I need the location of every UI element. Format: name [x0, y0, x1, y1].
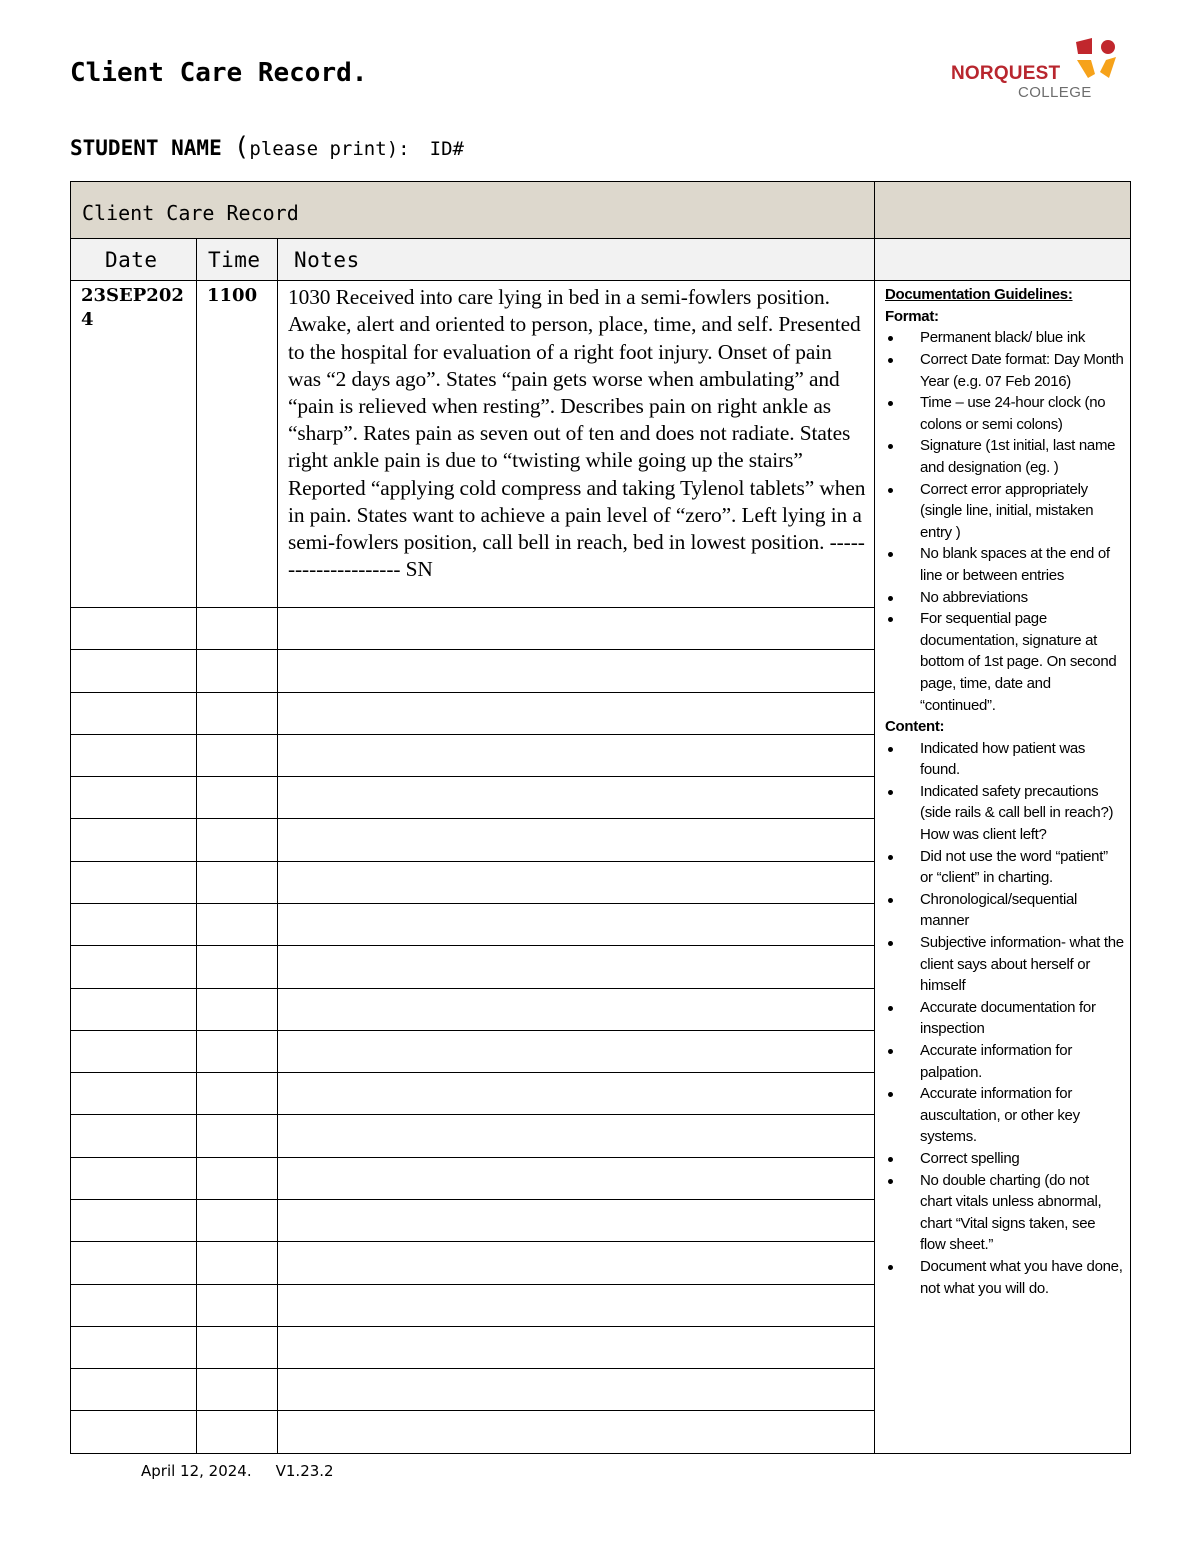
- blank-date-cell[interactable]: [71, 1242, 197, 1284]
- entry-time[interactable]: 1100: [197, 281, 278, 608]
- blank-date-cell[interactable]: [71, 650, 197, 692]
- table-title-row: [71, 182, 1131, 239]
- format-list: [885, 327, 1124, 716]
- format-item: Time – use 24-hour clock (no colons or semi colons): [885, 392, 1124, 435]
- format-item: Correct error appropriately (single line, initial, mistaken entry ): [885, 479, 1124, 544]
- content-item: Subjective information- what the client says about herself or himself: [885, 932, 1124, 997]
- blank-time-cell[interactable]: [197, 1200, 278, 1242]
- content-item: Indicated safety precautions (side rails & call bell in reach?) How was client left?: [885, 781, 1124, 846]
- blank-date-cell[interactable]: [71, 1411, 197, 1454]
- paren-open: (: [233, 132, 250, 162]
- blank-notes-cell[interactable]: [278, 777, 875, 819]
- blank-date-cell[interactable]: [71, 1073, 197, 1115]
- blank-time-cell[interactable]: [197, 1030, 278, 1072]
- blank-notes-cell[interactable]: [278, 692, 875, 734]
- table-title: Client Care Record: [71, 182, 875, 239]
- format-item: Permanent black/ blue ink: [885, 327, 1124, 349]
- blank-notes-cell[interactable]: [278, 1157, 875, 1199]
- footer-date: April 12, 2024.: [141, 1462, 252, 1480]
- content-item: Accurate information for auscultation, or other key systems.: [885, 1083, 1124, 1148]
- column-header-time: Time: [197, 239, 278, 281]
- content-item: Did not use the word “patient” or “client” in charting.: [885, 846, 1124, 889]
- blank-time-cell[interactable]: [197, 608, 278, 650]
- blank-time-cell[interactable]: [197, 1284, 278, 1326]
- student-name-line: [70, 132, 464, 162]
- guidelines-heading: Documentation Guidelines:: [885, 286, 1073, 304]
- entry-notes[interactable]: 1030 Received into care lying in bed in a semi-fowlers position. Awake, alert and oriented to person, place, time, and self. Presented to the hospital for evaluation of a right foot injury. Onset of pain was “2 days ago”. States “pain gets worse when ambulating” and “pain is relieved when resting”. Describes pain on right ankle as “sharp”. Rates pain as seven out of ten and does not radiate. States right ankle pain is due to “twisting while going up the stairs” Reported “applying cold compress and taking Tylenol tablets” when in pain. States want to achieve a pain level of “zero”. Left lying in a semi-fowlers position, call bell in reach, bed in lowest position. --------------------- SN: [278, 281, 875, 608]
- blank-date-cell[interactable]: [71, 777, 197, 819]
- entry-date[interactable]: 23SEP2024: [71, 281, 197, 608]
- content-item: Chronological/sequential manner: [885, 889, 1124, 932]
- format-item: For sequential page documentation, signature at bottom of 1st page. On second page, time, date and “continued”.: [885, 608, 1124, 716]
- blank-notes-cell[interactable]: [278, 1284, 875, 1326]
- please-print-hint: please print):: [249, 138, 410, 160]
- blank-date-cell[interactable]: [71, 988, 197, 1030]
- blank-time-cell[interactable]: [197, 946, 278, 988]
- blank-notes-cell[interactable]: [278, 1115, 875, 1157]
- blank-time-cell[interactable]: [197, 988, 278, 1030]
- footer: [141, 1462, 334, 1480]
- content-item: Indicated how patient was found.: [885, 738, 1124, 781]
- blank-date-cell[interactable]: [71, 1157, 197, 1199]
- blank-time-cell[interactable]: [197, 819, 278, 861]
- blank-time-cell[interactable]: [197, 692, 278, 734]
- column-header-date: Date: [71, 239, 197, 281]
- college-logo: [948, 38, 1123, 104]
- blank-date-cell[interactable]: [71, 1030, 197, 1072]
- column-header-notes: Notes: [278, 239, 875, 281]
- blank-date-cell[interactable]: [71, 1284, 197, 1326]
- blank-notes-cell[interactable]: [278, 1369, 875, 1411]
- blank-date-cell[interactable]: [71, 1200, 197, 1242]
- blank-time-cell[interactable]: [197, 1115, 278, 1157]
- column-header-side-cell: [875, 239, 1131, 281]
- table-title-side-cell: [875, 182, 1131, 239]
- blank-time-cell[interactable]: [197, 777, 278, 819]
- blank-time-cell[interactable]: [197, 904, 278, 946]
- blank-notes-cell[interactable]: [278, 1411, 875, 1454]
- page-title: Client Care Record.: [70, 58, 368, 88]
- student-name-label: STUDENT NAME: [70, 136, 222, 160]
- blank-notes-cell[interactable]: [278, 861, 875, 903]
- content-label: Content:: [885, 718, 945, 736]
- blank-notes-cell[interactable]: [278, 1242, 875, 1284]
- blank-date-cell[interactable]: [71, 946, 197, 988]
- blank-notes-cell[interactable]: [278, 1200, 875, 1242]
- content-item: Accurate documentation for inspection: [885, 997, 1124, 1040]
- blank-notes-cell[interactable]: [278, 650, 875, 692]
- blank-notes-cell[interactable]: [278, 1030, 875, 1072]
- logo-mark-icon: [1076, 38, 1118, 84]
- blank-date-cell[interactable]: [71, 1369, 197, 1411]
- blank-notes-cell[interactable]: [278, 988, 875, 1030]
- blank-notes-cell[interactable]: [278, 904, 875, 946]
- blank-time-cell[interactable]: [197, 1369, 278, 1411]
- blank-notes-cell[interactable]: [278, 946, 875, 988]
- blank-date-cell[interactable]: [71, 861, 197, 903]
- blank-notes-cell[interactable]: [278, 1073, 875, 1115]
- blank-date-cell[interactable]: [71, 734, 197, 776]
- format-item: Correct Date format: Day Month Year (e.g. 07 Feb 2016): [885, 349, 1124, 392]
- content-item: Correct spelling: [885, 1148, 1124, 1170]
- format-item: No blank spaces at the end of line or between entries: [885, 543, 1124, 586]
- format-item: No abbreviations: [885, 587, 1124, 609]
- blank-date-cell[interactable]: [71, 692, 197, 734]
- blank-date-cell[interactable]: [71, 819, 197, 861]
- id-label: ID#: [429, 138, 464, 160]
- blank-date-cell[interactable]: [71, 904, 197, 946]
- blank-notes-cell[interactable]: [278, 819, 875, 861]
- blank-notes-cell[interactable]: [278, 1326, 875, 1368]
- blank-time-cell[interactable]: [197, 1073, 278, 1115]
- documentation-guidelines: [875, 281, 1131, 1454]
- blank-time-cell[interactable]: [197, 1157, 278, 1199]
- care-record-table: [70, 181, 1131, 1454]
- format-item: Signature (1st initial, last name and designation (eg. ): [885, 435, 1124, 478]
- content-item: Accurate information for palpation.: [885, 1040, 1124, 1083]
- blank-time-cell[interactable]: [197, 734, 278, 776]
- content-item: Document what you have done, not what you will do.: [885, 1256, 1124, 1299]
- blank-time-cell[interactable]: [197, 1326, 278, 1368]
- format-label: Format:: [885, 307, 939, 325]
- logo-subtitle: COLLEGE: [1018, 84, 1092, 101]
- blank-date-cell[interactable]: [71, 1115, 197, 1157]
- content-item: No double charting (do not chart vitals unless abnormal, chart “Vital signs taken, see flow sheet.”: [885, 1170, 1124, 1256]
- blank-notes-cell[interactable]: [278, 734, 875, 776]
- blank-time-cell[interactable]: [197, 861, 278, 903]
- blank-date-cell[interactable]: [71, 608, 197, 650]
- content-list: [885, 738, 1124, 1299]
- blank-notes-cell[interactable]: [278, 608, 875, 650]
- logo-name: NORQUEST: [951, 63, 1061, 84]
- column-header-row: [71, 239, 1131, 281]
- blank-time-cell[interactable]: [197, 1411, 278, 1454]
- blank-date-cell[interactable]: [71, 1326, 197, 1368]
- table-row: [71, 281, 1131, 608]
- footer-version: V1.23.2: [275, 1462, 334, 1480]
- blank-time-cell[interactable]: [197, 650, 278, 692]
- blank-time-cell[interactable]: [197, 1242, 278, 1284]
